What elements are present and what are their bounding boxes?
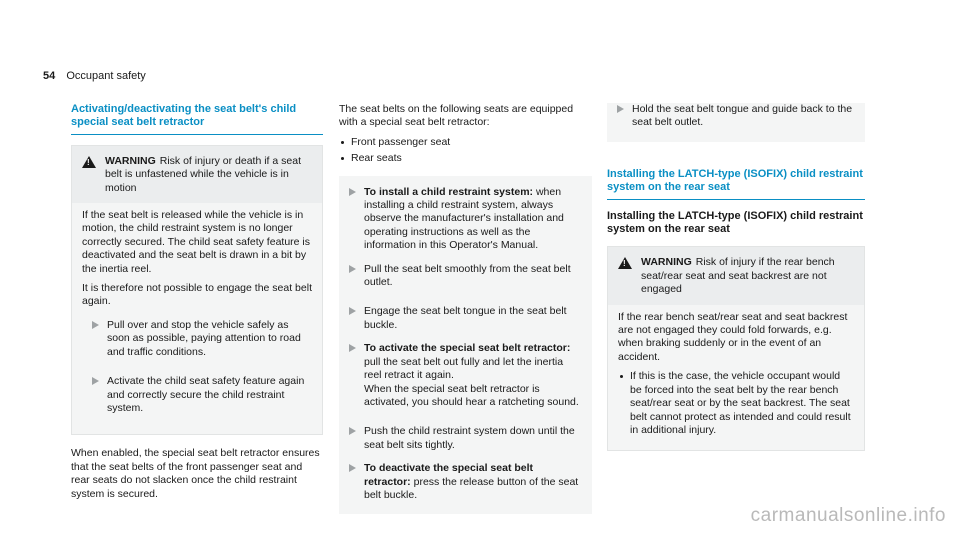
arrow-icon [92,377,99,385]
instruction-step: Pull over and stop the vehicle safely as soon as possible, paying attention to road and traffic conditions. [82,319,312,359]
warning-label: WARNING [641,256,692,269]
warning-box-rear-seat [607,246,865,451]
warning-box-seat-belt [71,145,323,436]
arrow-icon [349,307,356,315]
warning-heading: Risk of injury or death if a seat belt is unfastened while the vehicle is in motion [105,154,301,194]
instruction-step: Push the child restraint system down until the seat belt sits tightly. [339,425,582,452]
arrow-icon [92,321,99,329]
body-paragraph: When enabled, the special seat belt retractor ensures that the seat belts of the front passenger seat and rear seats do not slacken once the child restraint system is secured. [71,447,320,500]
section-title-isofix: Installing the LATCH-type (ISOFIX) child restraint system on the rear seat [607,168,865,200]
arrow-icon [349,344,356,352]
column-1 [71,103,323,507]
arrow-icon [349,464,356,472]
warning-paragraph: If the seat belt is released while the vehicle is in motion, the child restraint system is no longer correctly secured. The child seat safety feature is deactivated and the seat belt is drawn in a bit by the inertia reel. [82,209,310,275]
page-number: 54 [43,70,56,82]
section-name: Occupant safety [66,70,146,82]
instruction-step: To deactivate the special seat belt retractor: press the release button of the seat belt buckle. [339,462,582,502]
warning-body [608,305,864,451]
section-title-seat-belt-retractor: Activating/deactivating the seat belt's child special seat belt retractor [71,103,323,135]
warning-bullet-list [618,370,854,437]
instruction-step: To activate the special seat belt retractor: pull the seat belt out fully and let the inertia reel retract it again. When the special seat belt retractor is activated, you should hear a ratcheting sound. [339,342,582,409]
watermark-logo: carmanualsonline.info [750,505,946,526]
instruction-step: Activate the child seat safety feature again and correctly secure the child restraint system. [82,375,312,415]
instruction-step: Engage the seat belt tongue in the seat belt buckle. [339,305,582,332]
arrow-icon [617,105,624,113]
list-item: Front passenger seat [339,136,592,149]
column-3 [607,103,865,451]
arrow-icon [349,265,356,273]
body-paragraph: The seat belts on the following seats are equipped with a special seat belt retractor: [339,103,574,129]
warning-paragraph: If the rear bench seat/rear seat and seat backrest are not engaged they could fold forwards, e.g. when braking suddenly or in the event of an accident. [618,310,848,363]
warning-paragraph: It is therefore not possible to engage the seat belt again. [82,282,312,308]
instruction-step: Hold the seat belt tongue and guide back to the seat belt outlet. [607,103,855,130]
warning-heading: Risk of injury if the rear bench seat/rear seat and seat backrest are not engaged [641,256,835,296]
arrow-icon [349,188,356,196]
warning-label: WARNING [105,154,156,167]
procedure-box [607,103,865,142]
warning-triangle-icon: ! [618,257,632,269]
seat-list [339,136,592,166]
arrow-icon [349,427,356,435]
instruction-step: Pull the seat belt smoothly from the seat belt outlet. [339,263,582,290]
instruction-step: To install a child restraint system: when installing a child restraint system, always observe the manufacturer's installation and operating instructions as well as the information in this Operator's Manual. [339,186,582,253]
page-header [43,70,146,82]
list-item: If this is the case, the vehicle occupant would be forced into the seat belt by the rear bench seat/rear seat or by the seat backrest. The seat belt cannot protect as intended and could result in additional injury. [618,370,854,437]
warning-body [72,203,322,434]
warning-triangle-icon: ! [82,156,96,168]
warning-header [72,146,322,203]
column-2 [339,103,592,514]
procedure-box [339,176,592,515]
warning-header [608,247,864,304]
sub-heading-isofix: Installing the LATCH-type (ISOFIX) child restraint system on the rear seat [607,209,863,236]
list-item: Rear seats [339,152,592,165]
